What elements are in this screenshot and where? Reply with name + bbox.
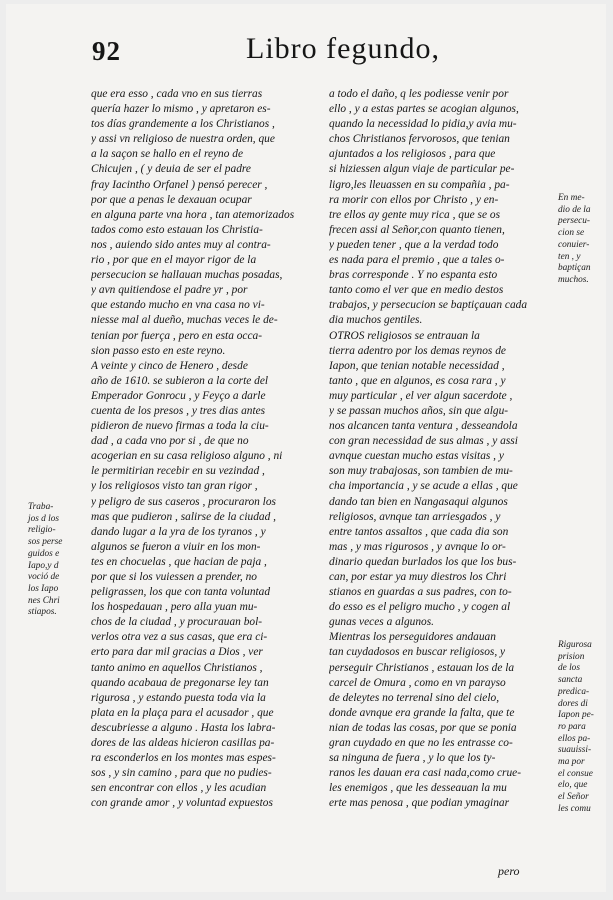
text-line: bras corresponde . Y no espanta esto — [329, 269, 498, 282]
text-line: fray Iacintho Orfanel ) pensó perecer , — [91, 178, 268, 191]
text-line: en alguna parte vna hora , tan atemorizados — [91, 208, 295, 221]
margin-note-line: nes Chri — [28, 595, 60, 606]
text-line: y avn quitiendose el padre yr , por — [91, 284, 248, 297]
text-line: por que si los vuiessen a prender, no — [91, 571, 257, 583]
text-line: y peligro de sus caseros , procuraron los — [91, 495, 276, 508]
text-line: por que a penas le dexauan ocupar — [91, 193, 252, 206]
left-margin-note — [28, 502, 84, 619]
text-line: ajuntados a los religiosos , para que — [329, 148, 496, 161]
page-number: 92 — [92, 36, 121, 66]
text-line: gran cuydado en que no les entrasse co- — [329, 737, 513, 750]
margin-note-line: ma por — [558, 757, 585, 768]
text-line: tados como esto estauan los Christia- — [91, 223, 263, 236]
margin-note-line: suauissi- — [558, 745, 592, 756]
text-line: dores de las aldeas hicieron casillas pa- — [91, 737, 275, 750]
text-line: Chicujen , ( y deuia de ser el padre — [91, 163, 251, 176]
left-text-column — [91, 87, 316, 812]
text-line: avnque cuestan mucho estas visitas , y — [329, 450, 504, 463]
text-line: sos , y sin camino , para que no pudies- — [91, 767, 272, 780]
text-line: tos días grandemente a los Christianos , — [91, 118, 275, 131]
text-line: cha importancia , y se acude a ellas , que — [329, 480, 518, 493]
text-line: rigurosa , y estando puesta toda via la — [91, 691, 266, 704]
text-line: descubriesse a alguno . Hasta los labra- — [91, 721, 276, 734]
margin-note-line: de los — [558, 663, 580, 674]
text-line: les enemigos , que les desseauan la mu — [329, 782, 507, 795]
text-line: ra esconderlos en los montes mas espes- — [91, 752, 276, 765]
text-line: año de 1610. se subieron a la corte del — [91, 374, 269, 387]
text-line: pidieron de nuevo firmas a toda la ciu- — [91, 420, 269, 433]
margin-note-line: guidos e — [28, 548, 60, 559]
margin-note-line: el Señor — [558, 792, 589, 803]
text-line: mas , y mas rigurosos , y avnque lo or- — [329, 540, 506, 553]
margin-note-line: dio de la — [558, 204, 591, 215]
margin-note-line: ellos pa- — [558, 733, 591, 744]
margin-note-line: ten , y — [558, 251, 581, 262]
text-line: que estando mucho en vna casa no vi- — [91, 299, 265, 312]
text-line: Mientras los perseguidores andauan — [329, 631, 496, 644]
right-margin-note-top — [558, 193, 608, 287]
text-line: stianos en guardas a sus padres, con to- — [329, 586, 512, 599]
text-line: muy particular , el ver algun sacerdote , — [329, 389, 513, 402]
text-line: le permitirian recebir en su vezindad , — [91, 465, 265, 478]
text-line: perseguir Christianos , estauan los de la — [329, 661, 515, 674]
text-line: que era esso , cada vno en sus tierras — [91, 88, 263, 100]
text-line: do esso es el peligro mucho , y cogen al — [329, 601, 511, 614]
text-line: son muy trabajosas, son tambien de mu- — [329, 465, 513, 478]
text-line: frecen assi al Señor,con quanto tienen, — [329, 223, 505, 236]
text-line: sa ninguna de fuera , y lo que los ty- — [329, 752, 496, 765]
margin-note-line: predica- — [558, 686, 590, 697]
text-line: cuenta de los presos , y tres dias antes — [91, 404, 266, 417]
margin-note-line: dores di — [558, 698, 588, 709]
margin-note-line: Iapo,y d — [28, 560, 59, 571]
text-line: dad , a cada vno por si , de que no — [91, 435, 249, 448]
text-line: tan cuydadosos en buscar religiosos, y — [329, 646, 506, 659]
margin-note-line: religio- — [28, 525, 56, 536]
margin-note-line: cion se — [558, 228, 585, 239]
margin-note-line: Rigurosa — [558, 640, 592, 650]
margin-note-line: Traba- — [28, 502, 54, 512]
margin-note-line: voció de — [28, 572, 60, 583]
text-line: donde avnque era grande la falta, que te — [329, 706, 515, 719]
text-line: quería hazer lo mismo , y apretaron es- — [91, 103, 271, 116]
text-line: dinario quedan burlados los que los bus- — [329, 555, 517, 568]
margin-note-line: conuier- — [558, 239, 590, 250]
text-line: nian de todas las cosas, por que se ponia — [329, 721, 517, 734]
text-line: sion passo esto en este reyno. — [91, 344, 226, 357]
text-line: ranos les dauan era casi nada,como crue- — [329, 767, 522, 780]
text-line: OTROS religiosos se entrauan la — [329, 329, 480, 342]
text-line: quando la necessidad lo pidia,y avia mu- — [329, 118, 517, 131]
text-line: y se passan muchos años, sin que algu- — [329, 404, 509, 417]
text-line: acogerian en su casa religioso alguno , ni — [91, 450, 283, 463]
text-line: ra morir con ellos por Christo , y en- — [329, 193, 499, 206]
text-line: y los religiosos visto tan gran rigor , — [91, 480, 258, 493]
text-line: y pueden tener , que a la verdad todo — [329, 238, 499, 251]
text-line: religiosos, avnque tan arriesgados , y — [329, 510, 501, 523]
text-line: rio , por que en el mayor rigor de la — [91, 254, 257, 267]
text-line: peligrassen, los que con tanta voluntad — [91, 586, 271, 599]
running-title: Libro fegundo, — [246, 32, 440, 65]
text-line: gunas veces a algunos. — [329, 616, 435, 629]
text-line: entre tantos assaltos , que cada dia son — [329, 525, 509, 538]
text-line: erte mas penosa , que podian ymaginar — [329, 797, 510, 810]
text-line: carcel de Omura , como en vn parayso — [329, 676, 506, 689]
text-line: es nada para el premio , que a tales o- — [329, 254, 505, 267]
margin-note-line: sos perse — [28, 537, 63, 548]
text-line: dia muchos gentiles. — [329, 314, 423, 327]
text-line: can, por estar ya muy diestros los Chri — [329, 571, 507, 583]
margin-note-line: baptiçan — [558, 263, 591, 274]
margin-note-line: muchos. — [558, 274, 589, 285]
text-line: Emperador Gonrocu , y Feyço a darle — [91, 389, 266, 402]
text-line: dando tan bien en Nangasaqui algunos — [329, 495, 508, 508]
text-line: los hospedauan , pero alla yuan mu- — [91, 601, 258, 614]
text-line: nos , auiendo sido antes muy al contra- — [91, 238, 271, 251]
text-line: quando acabaua de pregonarse ley tan — [91, 676, 269, 689]
text-line: A veinte y cinco de Henero , desde — [91, 359, 248, 372]
book-page — [6, 4, 606, 892]
text-line: con gran necessidad de sus almas , y assi — [329, 435, 518, 448]
text-line: Iapon, que tenian notable necessidad , — [329, 359, 505, 372]
text-line: tanto , que en algunos, es cosa rara , y — [329, 374, 506, 387]
text-line: tanto como el ver que en medio destos — [329, 284, 504, 297]
text-line: algunos se fueron a viuir en los mon- — [91, 540, 261, 553]
text-line: verlos otra vez a sus casas, que era ci- — [91, 631, 268, 644]
margin-note-line: sancta — [558, 675, 583, 686]
text-line: y assi vn religioso de nuestra orden, que — [91, 133, 275, 146]
text-line: erto para dar mil gracias a Dios , ver — [91, 646, 263, 659]
margin-note-line: ro para — [558, 721, 586, 732]
text-line: ello , y a estas partes se acogian algunos, — [329, 103, 519, 116]
margin-note-line: persecu- — [558, 216, 591, 227]
text-line: tre ellos ay gente muy rica , que se os — [329, 208, 501, 221]
margin-note-line: elo, que — [558, 780, 588, 791]
catchword: pero — [498, 864, 520, 878]
right-margin-note-bottom — [558, 640, 608, 816]
margin-note-line: En me- — [558, 193, 585, 203]
right-text-column — [329, 87, 553, 812]
text-line: sen encontrar con ellos , y les acudian — [91, 782, 267, 795]
text-line: a todo el daño, q les podiesse venir por — [329, 88, 509, 100]
text-line: chos de la ciudad , y procurauan bol- — [91, 616, 263, 629]
text-line: niesse mal al dueño, muchas veces le de- — [91, 314, 278, 327]
text-line: si hiziessen algun viaje de particular pe- — [329, 163, 515, 176]
margin-note-line: les comu — [558, 803, 591, 814]
text-line: con grande amor , y voluntad expuestos — [91, 797, 273, 810]
text-line: dando lugar a la yra de los tyranos , y — [91, 525, 266, 538]
text-line: a la saçon se hallo en el reyno de — [91, 148, 244, 161]
margin-note-line: jos d los — [28, 513, 59, 524]
text-line: tierra adentro por los demas reynos de — [329, 344, 506, 357]
text-line: trabajos, y persecucion se baptiçauan cada — [329, 299, 528, 312]
margin-note-line: los Iapo — [28, 583, 59, 594]
text-line: chos Christianos fervorosos, que tenian — [329, 133, 510, 146]
text-line: plata en la plaça para el acusador , que — [91, 706, 274, 719]
margin-note-line: prision — [558, 651, 585, 662]
margin-note-line: Iapon pe- — [558, 710, 594, 721]
text-line: tenian por fuerça , pero en esta occa- — [91, 329, 263, 342]
margin-note-line: el consue — [558, 768, 593, 779]
text-line: persecucion se hallauan muchas posadas, — [91, 269, 283, 282]
text-line: mas que pudieron , salirse de la ciudad , — [91, 510, 276, 523]
margin-note-line: stiapos. — [28, 607, 57, 618]
text-line: tes en chocuelas , que hacian de paja , — [91, 555, 267, 568]
text-line: tanto animo en aquellos Christianos , — [91, 661, 263, 674]
text-line: ligro,les lleuassen en su compañia , pa- — [329, 178, 510, 191]
text-line: nos alcancen tanta ventura , desseandola — [329, 420, 518, 433]
text-line: de deleytes no terrenal sino del cielo, — [329, 691, 500, 704]
